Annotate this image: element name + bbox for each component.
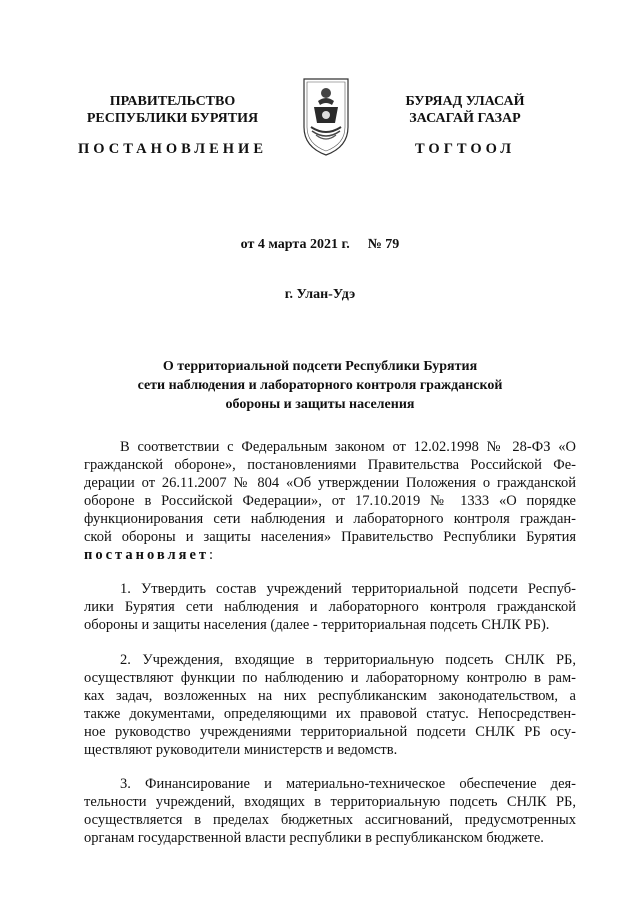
doc-type-bua: ТОГТООЛ xyxy=(414,141,516,157)
document-city: г. Улан-Удэ xyxy=(284,287,356,302)
text-line: лики Бурятия сети наблюдения и лабораторного контроля гражданской xyxy=(84,599,576,615)
government-name-bua xyxy=(375,93,555,127)
text-line: обороны и защиты населения (далее - территориальная подсеть СНЛК РБ). xyxy=(84,617,550,633)
header-right-line1: БУРЯАД УЛАСАЙ xyxy=(405,94,525,109)
text-line: В соответствии с Федеральным законом от 12.02.1998 № 28-ФЗ «О xyxy=(120,439,576,455)
document-title xyxy=(80,357,560,414)
text-line: ное руководство учреждениями территориальной подсети СНЛК РБ осу- xyxy=(84,724,576,740)
government-name-ru xyxy=(60,93,285,127)
text-line: осуществляется в пределах бюджетных ассигнований, предусмотренных xyxy=(84,812,576,828)
text-line: органам государственной власти республики в республиканском бюджете. xyxy=(84,830,544,846)
date-number-line xyxy=(0,237,640,253)
text-line: дерации от 26.11.2007 № 804 «Об утверждении Положения о гражданской xyxy=(84,475,576,491)
text-line: 3. Финансирование и материально-техническое обеспечение дея- xyxy=(120,776,576,792)
doc-type-ru: ПОСТАНОВЛЕНИЕ xyxy=(77,141,267,157)
resolves-word: постановляет xyxy=(84,547,210,563)
paragraph-1 xyxy=(84,580,576,634)
title-line: О территориальной подсети Республики Бурятия xyxy=(162,359,478,374)
text-line: 2. Учреждения, входящие в территориальную подсеть СНЛК РБ, xyxy=(120,652,576,668)
title-line: обороны и защиты населения xyxy=(225,397,415,412)
header-right-line2: ЗАСАГАЙ ГАЗАР xyxy=(409,111,521,126)
text-line: осуществляют функции по наблюдению и лабораторному контролю в рам- xyxy=(84,670,576,686)
document-date: от 4 марта 2021 г. xyxy=(240,237,350,252)
text-line: ках задач, возложенных на них республиканским законодательством, а xyxy=(84,688,576,704)
resolves-colon: : xyxy=(209,547,214,563)
text-line: обороне в Российской Федерации», от 17.10.2019 № 1333 «О порядке xyxy=(84,493,576,509)
paragraph-2 xyxy=(84,651,576,759)
text-line: гражданской обороне», постановлениями Правительства Российской Фе- xyxy=(84,457,576,473)
header-left-line1: ПРАВИТЕЛЬСТВО xyxy=(109,94,236,109)
header-left-line2: РЕСПУБЛИКИ БУРЯТИЯ xyxy=(86,111,259,126)
text-line: функционирования сети наблюдения и лабораторного контроля граждан- xyxy=(84,511,576,527)
title-line: сети наблюдения и лабораторного контроля гражданской xyxy=(137,378,503,393)
text-line: ской обороны и защиты населения» Правительство Республики Бурятия xyxy=(84,529,576,545)
document-number: № 79 xyxy=(367,237,400,252)
coat-of-arms-emblem-icon xyxy=(296,75,356,157)
preamble-paragraph xyxy=(84,438,576,564)
text-line: ществляют руководители министерств и ведомств. xyxy=(84,742,398,758)
resolves-line xyxy=(84,546,576,564)
text-line: также документами, определяющими их правовой статус. Непосредствен- xyxy=(84,706,576,722)
paragraph-3 xyxy=(84,775,576,847)
text-line: 1. Утвердить состав учреждений территориальной подсети Респуб- xyxy=(120,581,576,597)
text-line: тельности учреждений, входящих в территориальную подсеть СНЛК РБ, xyxy=(84,794,576,810)
